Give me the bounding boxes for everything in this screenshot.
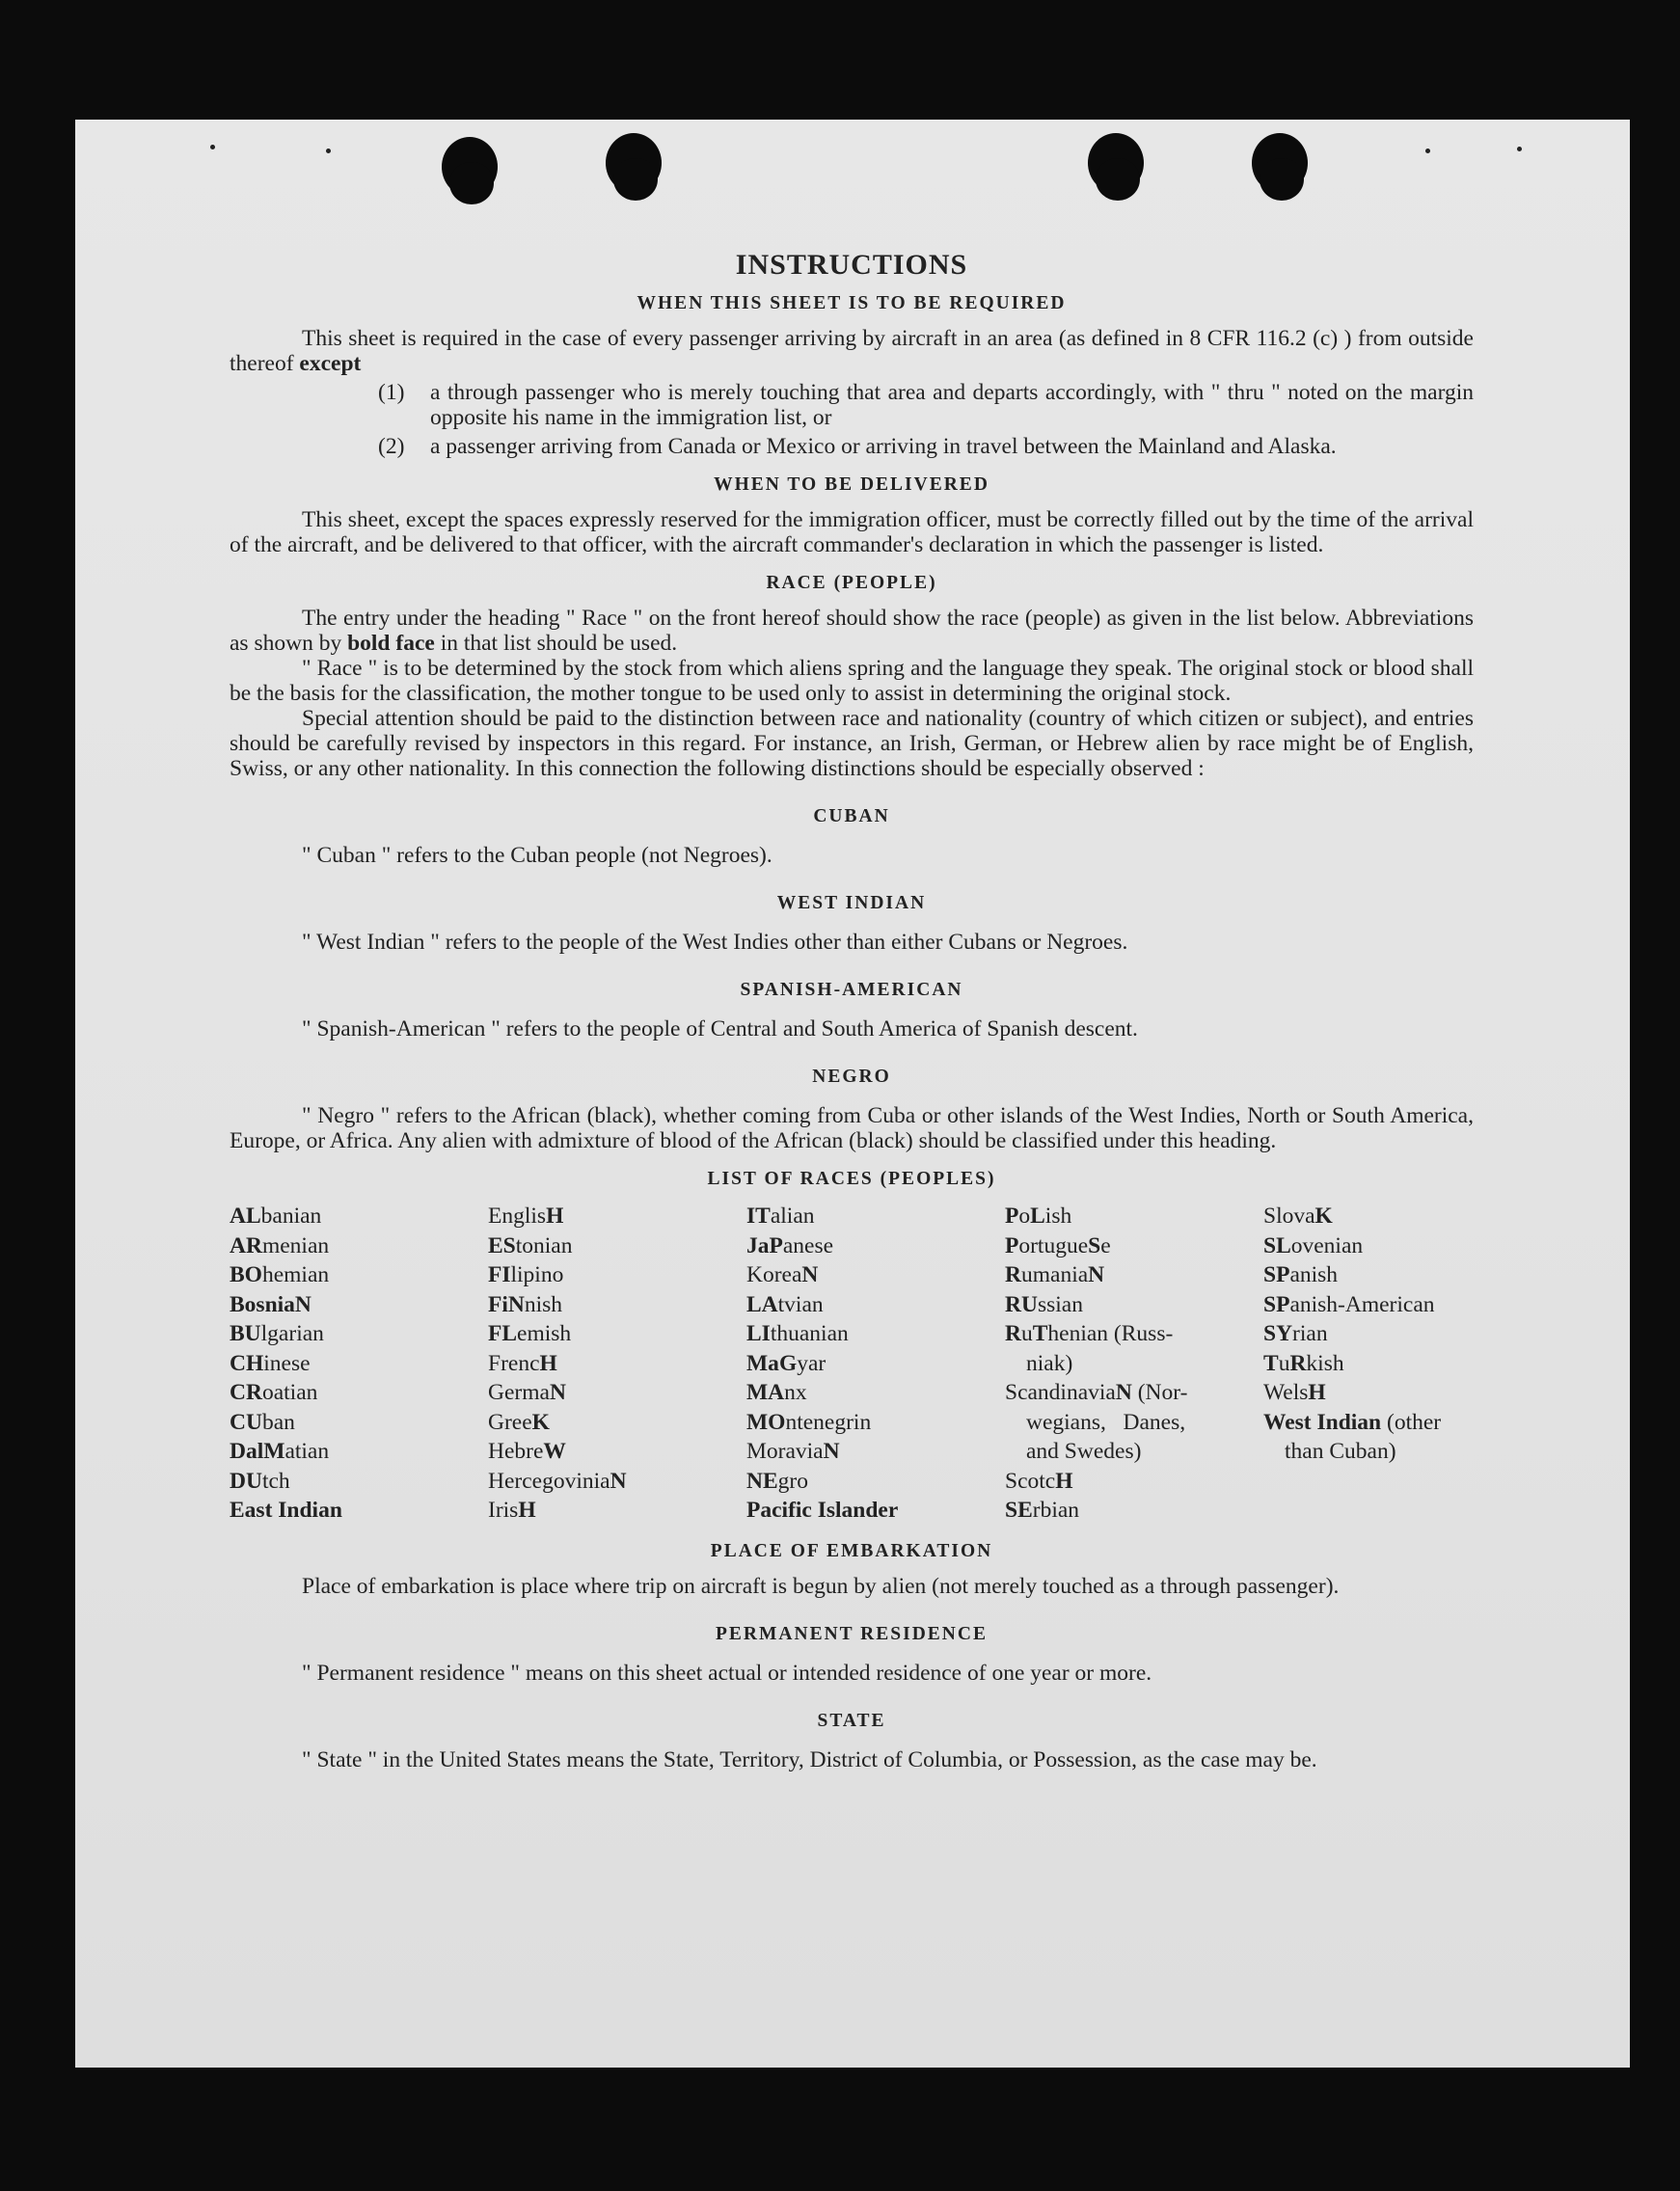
race-entry: PortugueSe [1005,1232,1111,1258]
race-entry: HebreW [488,1439,566,1464]
race-paragraph-1 [230,606,1474,656]
heading-negro: NEGRO [812,1067,891,1087]
race-paragraph-3: Special attention should be paid to the distinction between race and nationality (country of which citizen or subject), and entries should be carefully revised by inspectors in this regard. For instance, an Irish, German, or Hebrew alien by race might be of English, Swiss, or any other nationality. In this connection the following distinctions should be especially observed : [230,706,1474,781]
page-title: INSTRUCTIONS [735,249,968,281]
spanish-american-text: " Spanish-American " refers to the people of Central and South America of Spanish descent. [302,1016,1138,1041]
race-entry: CHinese [230,1350,311,1376]
item-number: (2) [378,434,405,459]
race-entry: MOntenegrin [746,1409,872,1435]
state-text: " State " in the United States means the State, Territory, District of Columbia, or Possession, as the case may be. [302,1746,1317,1772]
heading-list-of-races: LIST OF RACES (PEOPLES) [707,1169,996,1189]
race-entry: BOhemian [230,1262,330,1287]
heading-spanish-american: SPANISH-AMERICAN [740,980,963,1000]
race-entry: ALbanian [230,1204,322,1229]
race-entry: RuThenian (Russ- [1005,1321,1174,1346]
race-entry: FIlipino [488,1262,564,1287]
race-entry: EStonian [488,1232,573,1258]
race-entry: than Cuban) [1285,1439,1396,1464]
race-entry: EnglisH [488,1204,564,1229]
race-entry: West Indian (other [1263,1409,1442,1435]
race-entry: ScotcH [1005,1468,1073,1494]
races-list [230,1202,1474,1526]
races-column [230,1202,488,1526]
race-entry: SPanish [1263,1262,1339,1287]
race-entry: FrencH [488,1350,557,1376]
document-sheet [75,120,1630,2068]
race-entry: SlovaK [1263,1204,1333,1229]
race-paragraph-2: " Race " is to be determined by the stock from which aliens spring and the language they speak. The original stock or blood shall be the basis for the classification, the mother tongue to be used only to assist in determining the original stock. [230,656,1474,706]
heading-west-indian: WEST INDIAN [776,893,927,913]
item-text: a through passenger who is merely touching that area and departs accordingly, with " thru " noted on the margin opposite his name in the immigration list, or [430,380,1474,430]
race-entry: JaPanese [746,1232,834,1258]
race-entry: MaGyar [746,1350,826,1376]
intro-bold: except [299,351,362,376]
races-column [488,1202,746,1526]
race-p1-start: The entry under the heading " Race " on the front hereof should show the race (people) as given in the list below. Abbreviations as shown by [230,606,1474,656]
heading-state: STATE [817,1710,886,1731]
speck [1517,147,1522,151]
residence-text: " Permanent residence " means on this sheet actual or intended residence of one year or more. [302,1660,1152,1686]
race-entry: FLemish [488,1321,572,1346]
race-entry: GermaN [488,1380,566,1405]
intro-text: This sheet is required in the case of every passenger arriving by aircraft in an area (as defined in 8 CFR 116.2 (c) ) from outside thereof [230,326,1474,376]
speck [326,149,331,153]
race-entry: LIthuanian [746,1321,849,1346]
race-entry: MAnx [746,1380,807,1405]
races-column [746,1202,1005,1526]
race-entry: MoraviaN [746,1439,840,1464]
embarkation-text: Place of embarkation is place where trip on aircraft is begun by alien (not merely touched as a through passenger). [302,1573,1340,1599]
race-entry: ScandinaviaN (Nor- [1005,1380,1188,1405]
race-entry: SYrian [1263,1321,1328,1346]
race-entry: LAtvian [746,1291,824,1317]
item-number: (1) [378,380,405,405]
race-entry: CRoatian [230,1380,318,1405]
punch-hole [1252,133,1308,193]
heading-when-delivered: WHEN TO BE DELIVERED [714,474,989,495]
race-entry: PoLish [1005,1204,1072,1229]
speck [1425,149,1430,153]
race-entry: DalMatian [230,1439,330,1464]
race-entry: East Indian [230,1498,342,1523]
heading-cuban: CUBAN [813,806,890,826]
speck [210,145,215,149]
race-entry: SErbian [1005,1498,1080,1523]
punch-hole [606,133,662,193]
race-entry: TuRkish [1263,1350,1344,1376]
heading-race: RACE (PEOPLE) [766,573,937,593]
list-item [378,434,1474,459]
punch-hole [442,137,498,197]
race-entry: SPanish-American [1263,1291,1435,1317]
list-item [378,380,1474,430]
race-entry: GreeK [488,1409,550,1435]
race-entry: ARmenian [230,1232,330,1258]
race-entry: RumaniaN [1005,1262,1105,1287]
cuban-text: " Cuban " refers to the Cuban people (not Negroes). [302,843,772,868]
heading-permanent-residence: PERMANENT RESIDENCE [716,1623,988,1644]
race-entry: CUban [230,1409,295,1435]
race-entry: RUssian [1005,1291,1083,1317]
instructions-content [230,249,1474,1772]
west-indian-text: " West Indian " refers to the people of the West Indies other than either Cubans or Negroes. [302,930,1128,955]
race-entry: and Swedes) [1026,1439,1142,1464]
race-entry: HercegoviniaN [488,1468,627,1494]
heading-embarkation: PLACE OF EMBARKATION [710,1540,993,1561]
race-entry: ITalian [746,1204,815,1229]
race-entry: BosniaN [230,1291,312,1317]
race-entry: DUtch [230,1468,290,1494]
punch-hole [1088,133,1144,193]
heading-when-required: WHEN THIS SHEET IS TO BE REQUIRED [637,293,1067,313]
race-p1-bold: bold face [347,631,435,656]
race-entry: Pacific Islander [746,1498,899,1523]
when-delivered-text: This sheet, except the spaces expressly reserved for the immigration officer, must be correctly filled out by the time of the arrival of the aircraft, and be delivered to that officer, with the aircraft commander's declaration in which the passenger is listed. [230,507,1474,557]
race-entry: KoreaN [746,1262,819,1287]
race-entry: wegians, Danes, [1026,1409,1186,1435]
when-required-intro [230,326,1474,376]
negro-text: " Negro " refers to the African (black), whether coming from Cuba or other islands of the West Indies, North or South America, Europe, or Africa. Any alien with admixture of blood of the African (black) should be classified under this heading. [230,1103,1474,1153]
race-entry: FiNnish [488,1291,563,1317]
race-entry: IrisH [488,1498,536,1523]
race-entry: NEgro [746,1468,808,1494]
race-entry: niak) [1026,1350,1073,1376]
race-p1-end: in that list should be used. [434,631,678,656]
race-entry: SLovenian [1263,1232,1364,1258]
race-entry: WelsH [1263,1380,1326,1405]
item-text: a passenger arriving from Canada or Mexico or arriving in travel between the Mainland and Alaska. [430,434,1337,459]
races-column [1263,1202,1485,1526]
race-entry: BUlgarian [230,1321,324,1346]
races-column [1005,1202,1263,1526]
